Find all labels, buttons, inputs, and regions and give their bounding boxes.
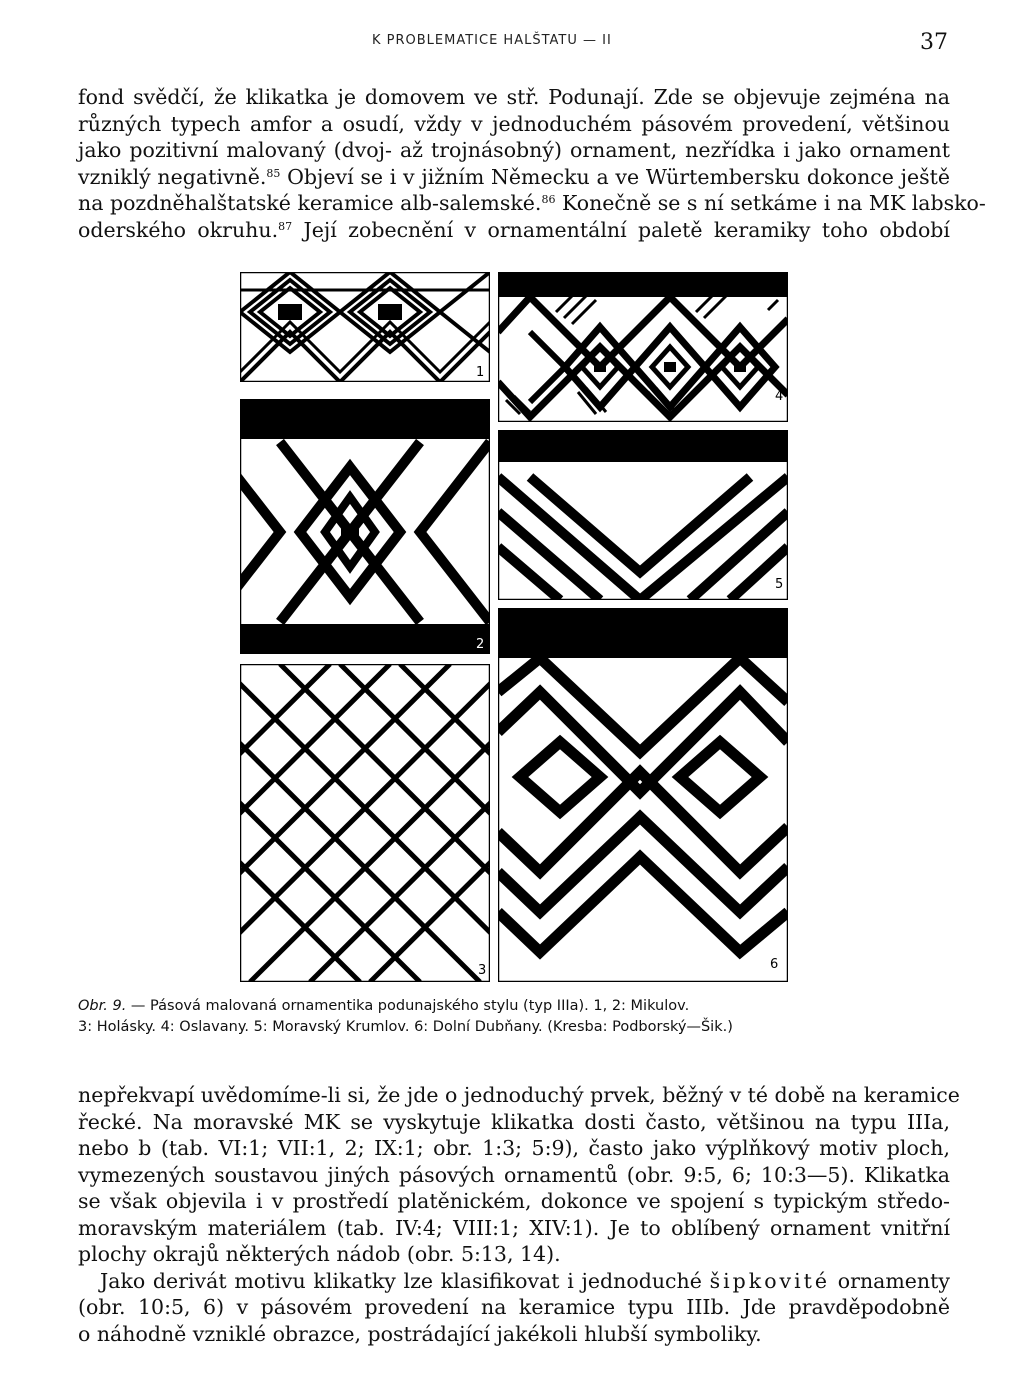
footnote-ref: 85: [266, 166, 281, 180]
panel-number-3: 3: [478, 963, 487, 978]
figure-label: Obr. 9.: [78, 998, 127, 1014]
panel-number-5: 5: [775, 577, 784, 592]
text-line: [78, 1268, 950, 1295]
text-fragment: Jako derivát motivu klikatky lze klasifikovat i jednoduché: [100, 1268, 702, 1293]
paragraph-top: [78, 84, 986, 243]
text-fragment: Její zobecnění v ornamentální paletě keramiky toho období: [303, 217, 950, 242]
text-line: vymezených soustavou jiných pásových ornamentů (obr. 9:5, 6; 10:3—5). Klikatka: [78, 1162, 950, 1187]
ornament-panel-4: [498, 272, 788, 422]
text-line: [78, 217, 950, 244]
text-line: se však objevila i v prostředí platěnickém, dokonce ve spojení s typickým středo-: [78, 1189, 950, 1213]
text-line: jako pozitivní malovaný (dvoj- až trojnásobný) ornament, nezřídka i jako ornament: [78, 138, 950, 162]
text-line: moravským materiálem (tab. IV:4; VIII:1; XIV:1). Je to oblíbený ornament vnitřní: [78, 1215, 950, 1240]
text-fragment: Objeví se i v jižním Německu a ve Würtembersku dokonce ještě: [287, 164, 950, 189]
ornament-panel-6: [498, 608, 788, 982]
panel-number-1: 1: [476, 365, 485, 380]
ornament-panel-5: [498, 430, 788, 600]
panel-number-4: 4: [775, 389, 784, 404]
text-line: nebo b (tab. VI:1; VII:1, 2; IX:1; obr. 1:3; 5:9), často jako výplňkový motiv ploch,: [78, 1136, 950, 1160]
footnote-ref: 87: [278, 219, 293, 233]
ornament-panel-2: [240, 399, 490, 654]
ornament-figure: [240, 272, 790, 992]
emphasis-text: šipkovité: [709, 1268, 831, 1293]
text-line: [78, 190, 986, 217]
page-number: 37: [920, 30, 948, 55]
text-line: (obr. 10:5, 6) v pásovém provedení na keramice typu IIIb. Jde pravděpodobně: [78, 1295, 950, 1319]
panel-number-2: 2: [476, 637, 485, 652]
paragraph-bottom: [78, 1082, 960, 1347]
text-line: různých typech amfor a osudí, vždy v jednoduchém pásovém provedení, většinou: [78, 111, 950, 136]
text-line: plochy okrajů některých nádob (obr. 5:13, 14).: [78, 1242, 561, 1266]
text-fragment: vzniklý negativně.: [78, 164, 267, 189]
text-fragment: na pozdněhalštatské keramice alb-salemské.: [78, 191, 542, 215]
text-line: řecké. Na moravské MK se vyskytuje klikatka dosti často, většinou na typu IIIa,: [78, 1109, 950, 1134]
footnote-ref: 86: [541, 193, 556, 206]
text-fragment: ornamenty: [837, 1268, 950, 1293]
text-fragment: Konečně se s ní setkáme i na MK labsko-: [561, 191, 986, 215]
caption-text: — Pásová malovaná ornamentika podunajského stylu (typ IIIa). 1, 2: Mikulov.: [130, 998, 690, 1014]
text-line: nepřekvapí uvědomíme-li si, že jde o jednoduchý prvek, běžný v té době na keramice: [78, 1083, 960, 1107]
text-fragment: oderského okruhu.: [78, 217, 279, 242]
ornament-panel-1: [240, 272, 540, 382]
panel-number-6: 6: [770, 957, 779, 972]
text-line: o náhodně vzniklé obrazce, postrádající jakékoli hlubší symboliky.: [78, 1321, 762, 1346]
caption-line: [78, 996, 950, 1017]
running-head: K PROBLEMATICE HALŠTATU — II: [372, 33, 612, 48]
text-line: fond svědčí, že klikatka je domovem ve stř. Podunají. Zde se objevuje zejména na: [78, 85, 950, 109]
figure-caption: [78, 996, 950, 1038]
caption-line: 3: Holásky. 4: Oslavany. 5: Moravský Krumlov. 6: Dolní Dubňany. (Kresba: Podborský—Šik.): [78, 1019, 733, 1035]
text-line: [78, 164, 950, 191]
